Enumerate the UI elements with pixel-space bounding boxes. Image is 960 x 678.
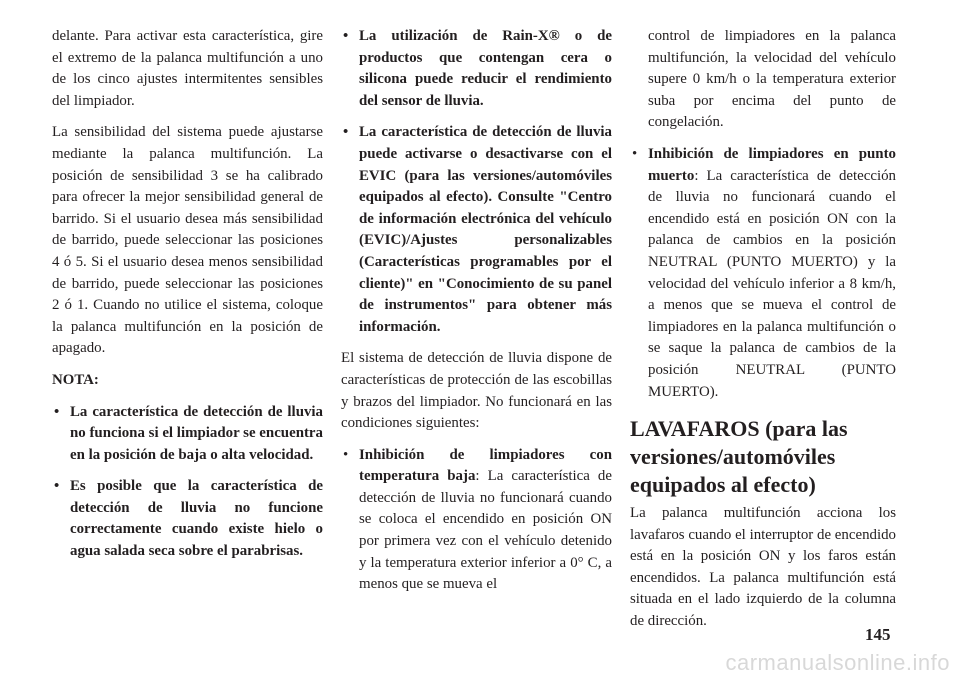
- condition-text: : La característica de detección de lluvia no funcionará cuando el encendido está en posición ON con la palanca de cambios en la posición NEUTRAL (PUNTO MUERTO) y la velocidad del vehículo inferior a 8 km/h, a menos que se mueva el control de limpiadores en la palanca multifunción o se saque la palanca de cambios de la posición NEUTRAL (PUNTO MUERTO).: [648, 167, 896, 400]
- left-column: [52, 26, 323, 563]
- condition-title: Inhibición de limpiadores en punto muerto: [648, 145, 896, 184]
- paragraph-protection: El sistema de detección de lluvia dispone de características de protección de las escobillas y brazos del limpiador. No funcionará en las condiciones siguientes:: [341, 350, 612, 432]
- section-heading: LAVAFAROS (para las versiones/automóviles equipados al efecto): [630, 416, 848, 498]
- note-item-rainx: • La utilización de Rain-X® o de productos que contengan cera o silicona puede reducir el rendimiento del sensor de lluvia.: [341, 26, 612, 112]
- condition-continuation: control de limpiadores en la palanca multifunción, la velocidad del vehículo supere 0 km/h o la temperatura exterior suba por encima del punto de congelación.: [648, 28, 896, 131]
- note-label: NOTA:: [52, 371, 99, 388]
- note-list-continued: [341, 26, 612, 338]
- watermark: carmanualsonline.info: [725, 650, 950, 675]
- conditions-list: [341, 445, 612, 596]
- condition-text: : La característica de detección de lluvia no funcionará cuando se coloca el encendido en posición ON por primera vez con el vehículo detenido y la temperatura exterior inferior a 0° C, a menos que se mueva el: [359, 468, 612, 593]
- condition-item-low-temp: [341, 445, 612, 596]
- paragraph-headlamp-washers: La palanca multifunción acciona los lavafaros cuando el interruptor de encendido está en la posición ON y los faros están encendidos. La palanca multifunción está situada en el lado izquierdo de la columna de dirección.: [630, 505, 896, 630]
- note-item-ice: • Es posible que la característica de detección de lluvia no funcione correctamente cuando existe hielo o agua salada seca sobre el parabrisas.: [52, 476, 323, 562]
- page-number: 145: [865, 625, 891, 644]
- condition-title: Inhibición de limpiadores con temperatura baja: [359, 446, 612, 485]
- condition-item-neutral: [630, 144, 896, 403]
- conditions-list-continued: [630, 144, 896, 403]
- note-item-speed: • La característica de detección de lluvia no funciona si el limpiador se encuentra en la posición de baja o alta velocidad.: [52, 402, 323, 467]
- right-column: [630, 26, 896, 633]
- middle-column: [341, 26, 612, 596]
- paragraph-continued: delante. Para activar esta característica, gire el extremo de la palanca multifunción a uno de los cinco ajustes intermitentes sensibles del limpiador.: [52, 28, 323, 109]
- paragraph-sensitivity: La sensibilidad del sistema puede ajustarse mediante la palanca multifunción. La posición de sensibilidad 3 se ha calibrado para ofrecer la mejor sensibilidad general de barrido. Si el usuario desea más sensibilidad de barrido, puede seleccionar las posiciones 4 ó 5. Si el usuario desea menos sensibilidad de barrido, puede seleccionar las posiciones 2 ó 1. Cuando no utilice el sistema, coloque la palanca multifunción en la posición de apagado.: [52, 124, 323, 357]
- note-item-evic: • La característica de detección de lluvia puede activarse o desactivarse con el EVIC (para las versiones/automóviles equipados al efecto). Consulte "Centro de información electrónica del vehículo (EVIC)/Ajustes personalizables (Características programables por el cliente)" en "Conocimiento de su panel de instrumentos" para obtener más información.: [341, 122, 612, 338]
- note-list: [52, 402, 323, 563]
